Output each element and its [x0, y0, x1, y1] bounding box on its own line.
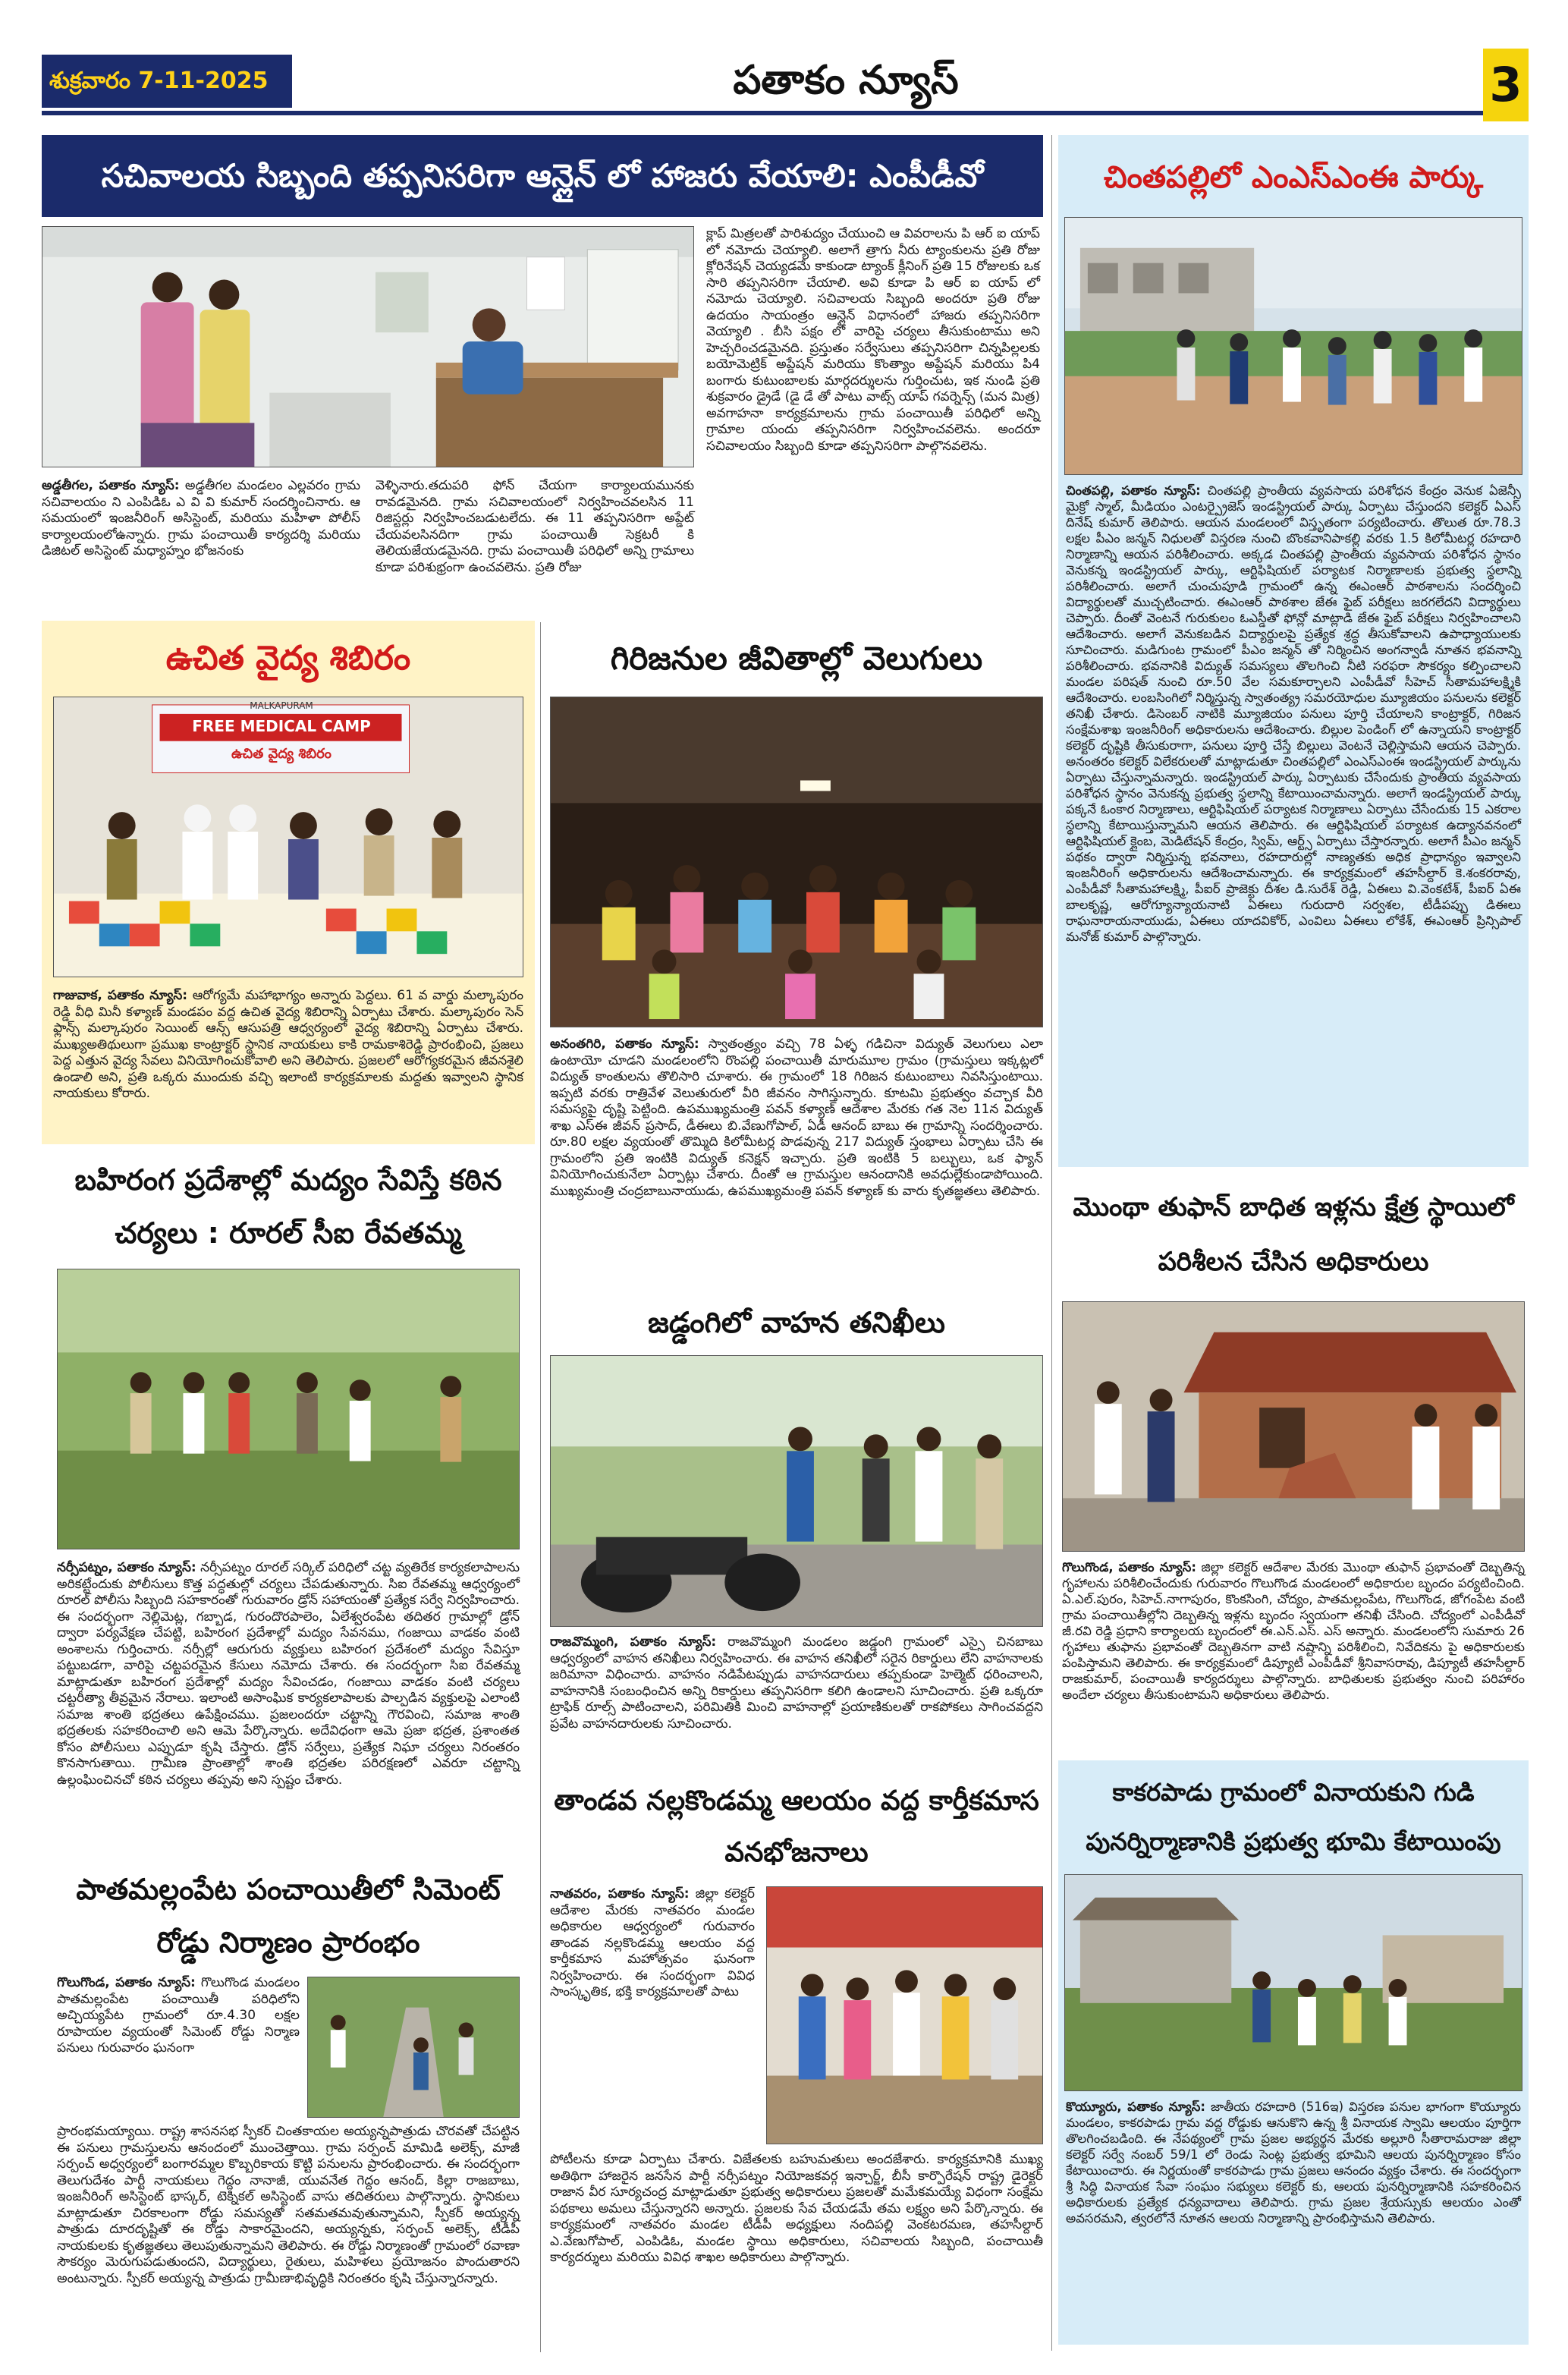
tribal-body-wrap: [550, 1037, 1043, 1296]
road-headline: పాతమల్లంపేట పంచాయితీలో సిమెంట్ రోడ్డు నిర్మాణం ప్రారంభం: [76, 1873, 501, 1959]
vehicle-check-image: [551, 1356, 1042, 1626]
liquor-headline: బహిరంగ ప్రదేశాల్లో మద్యం సేవిస్తే కఠిన చర్యలు : రూరల్ సీఐ రేవతమ్మ: [74, 1163, 502, 1250]
lead-col2: వెళ్ళినారు.తదుపరి ఫోన్ చేయగా కార్యాలయమునకు రావడమైనది. గ్రామ సచివాలయంలో నిర్వహించవలసిన 11 రిజిస్టర్లు నిర్వహించబడుటలేదు. ఈ 11 తప్పనిసరిగా అప్డేట్ చేయవలసినదిగా గ్రామ పంచాయితీ సెక్రటరీ కి తెలియజేయడమైనది. గ్రామ పంచాయితీ పరిధిలో అన్ని గ్రామాలు కూడా పరిశుభ్రంగా ఉంచవలెను. ప్రతి రోజు: [376, 478, 694, 575]
liquor-dateline: నర్సీపట్నం, పతాకం న్యూస్:: [57, 1560, 196, 1575]
karthika-dateline: నాతవరం, పతాకం న్యూస్:: [550, 1886, 690, 1902]
masthead-rule: [42, 111, 1483, 115]
montha-dateline: గొలుగొండ, పతాకం న్యూస్:: [1062, 1560, 1196, 1574]
kakarapadu-body-wrap: [1066, 2099, 1521, 2340]
chintapalli-article: [1058, 135, 1529, 1167]
road-body2: ప్రారంభమయ్యాయి. రాష్ట్ర శాసనసభ స్పీకర్ చింతకాయల అయ్యన్నపాత్రుడు చొరవతో చేపట్టిన ఈ పనులు గ్రామస్తులను ఆనందంలో ముంచెత్తాయి. గ్రామ సర్పంచ్ మామిడి అలెక్స్, మాజీ సర్పంచ్ అధ్వర్యంలో బంగారమ్మల కొబ్బరికాయ కొట్టి పనులను ప్రారంభించారు. ఈ సందర్భంగా తెలుగుదేశం పార్టీ నాయకులు గెద్దం నానాజీ, యువనేత గెద్దం ఆనంద్, కిల్లా రాజబాబు, ఇంజనీరింగ్ అసిస్టెంట్ భాస్కర్, టెక్నికల్ అసిస్టెంట్ వాసు తదితరులు పాల్గొన్నారు. స్థానికులు మాట్లాడుతూ చిరకాలంగా రోడ్డు సమస్యతో సతమతమవుతున్నామని, స్పీకర్ అయ్యన్న పాత్రుడు దూరదృష్టితో ఈ రోడ్డు సాకారమైందని, అయ్యన్నకు, సర్పంచ్ అలెక్స్, టీడీపీ నాయకులకు కృతజ్ఞతలు తెలుపుతున్నామని తెలిపారు. ఈ రోడ్డు నిర్మాణంతో గ్రామంలో రవాణా సౌకర్యం మెరుగుపడుతుందని, విద్యార్థులు, రైతులు, మహిళలు ప్రయోజనం పొందుతారని అంటున్నారు. స్పీకర్ అయ్యన్న పాత్రుడు గ్రామీణాభివృద్ధికి నిరంతరం కృషి చేస్తున్నారన్నారు.: [57, 2124, 520, 2286]
vehicle-headline: జడ్డంగిలో వాహన తనిఖీలు: [648, 1306, 945, 1339]
montha-headline: మొంథా తుఫాన్ బాధిత ఇళ్లను క్షేత్ర స్థాయిలో పరిశీలన చేసిన అధికారులు: [1073, 1192, 1514, 1277]
column-divider: [1051, 135, 1052, 2351]
paper-name: పతాకం న్యూస్: [733, 58, 959, 103]
karthika-headline: తాండవ నల్లకొండమ్మ ఆలయం వద్ద కార్తీకమాస వనభోజనాలు: [554, 1785, 1039, 1868]
road-work-image: [308, 1977, 519, 2117]
medical-body-wrap: [53, 988, 523, 1140]
montha-body: జిల్లా కలెక్టర్ ఆదేశాల మేరకు మొంథా తుఫాన్ ప్రభావంతో దెబ్బతిన్న గృహాలను పరిశీలించేందుకు గురువారం గొలుగొండ మండలంలో అధికారుల బృందం పర్యటించింది. ఏ.ఎల్.పురం, సిహెచ్.నాగాపురం, కొంకసింగి, చోద్యం, పాతమల్లంపేట, గొలుగొండ, జోగంపేట వంటి గ్రామ పంచాయితీల్లోని దెబ్బతిన్న ఇళ్లను బృందం స్వయంగా తనిఖీ చేసింది. చోద్యంలో ఎంపీడీవో జీ.రవి రెడ్డి ప్రధాని కార్యాలయ బృందంలో ఈ.ఎన్.ఎస్. ఎస్ అన్నారు. మండలంలోని సుమారు 26 గృహాలు తుఫాను ప్రభావంతో దెబ్బతినగా వాటి నష్టాన్ని పరిశీలించి, నివేదికను పై అధికారులకు పంపిస్తామని తెలిపారు. ఈ కార్యక్రమంలో డిప్యూటీ ఎంపీడీవో శ్రీనివాసరావు, డిప్యూటీ తహసీల్దార్ రాజకుమార్, పంచాయితీ కార్యదర్శులు పాల్గొన్నారు. బాధితులకు ప్రభుత్వం నుంచి పరిహారం అందేలా చర్యలు తీసుకుంటామని అధికారులు తెలిపారు.: [1062, 1560, 1525, 1702]
medical-banner-sub: ఉచిత వైద్య శిబిరం: [231, 746, 332, 762]
page-number: 3: [1489, 57, 1522, 112]
field-police-image: [58, 1269, 519, 1549]
medical-banner-text: FREE MEDICAL CAMP: [192, 717, 371, 735]
chintapalli-body-wrap: [1066, 483, 1521, 1159]
karthika-body2: పోటీలను కూడా ఏర్పాటు చేశారు. విజేతలకు బహుమతులు అందజేశారు. కార్యక్రమానికి ముఖ్య అతిథిగా హాజరైన జనసేన పార్టీ నర్సీపట్నం నియోజకవర్గ ఇన్చార్జ్, బీసీ కార్పొరేషన్ రాష్ట్ర డైరెక్టర్ రాజాన వీర సూర్యచంద్ర మాట్లాడుతూ ప్రభుత్వ అధికారులు ప్రజలతో మమేకమయ్యే విధంగా సంక్షేమ పథకాలు అమలు చేస్తున్నారని అన్నారు. ప్రజలకు సేవ చేయడమే తమ లక్ష్యం అని పేర్కొన్నారు. ఈ కార్యక్రమంలో నాతవరం మండల టీడీపీ అధ్యక్షులు నందిపల్లి వెంకటరమణ, తహసీల్దార్ ఎ.వేణుగోపాల్, ఎంపిడిఓ, మండల స్థాయి అధికారులు, సచివాలయ సిబ్బంది, పంచాయితీ కార్యదర్శులు మరియు వివిధ శాఖల అధికారులు పాల్గొన్నారు.: [550, 2152, 1043, 2265]
medical-banner-name: MALKAPURAM: [250, 700, 313, 711]
chintapalli-body: చింతపల్లి ప్రాంతీయ వ్యవసాయ పరిశోధన కేంద్రం వెనుక ఏజెన్సీ మైక్రో స్మాల్, మీడియం ఎంటర్ప్రైజెస్ ఇండస్ట్రియల్ పార్కు ఏర్పాటు చేస్తుందని కలెక్టర్ ఏఎస్ దినేష్ కుమార్ తెలిపారు. ఆయన మండలంలో విస్తృతంగా పర్యటించారు. తొలుత రూ.78.3 లక్షల పీఎం జన్మన్ నిధులతో విస్తరణ నుంచి బొంకవానిపాకల్లి వరకు 1.5 కిలోమీటర్ల రహదారి నిర్మాణాన్ని ఆయన పరిశీలించారు. అక్కడ చింతపల్లి ప్రాంతీయ వ్యవసాయ పరిశోధన స్థానం వెనుకన్న ఇండస్ట్రియల్ పార్కు, ఆర్టిఫిషియల్ పర్యాటక నిర్మాణాలకు ప్రభుత్వ స్థలాన్ని పరిశీలించారు. అలాగే చుంచుపూడి గ్రామంలో ఉన్న ఈఎంఆర్ పాఠశాలను సందర్శించి విద్యార్థులతో ముచ్చటించారు. ఈఎంఆర్ పాఠశాల జేఈ ఫైబ్ పరీక్షలు జరగలేదని విద్యార్థులు చెప్పారు. దీంతో వెంటనే గురుకులం ఓఎస్డీతో ఫోన్లో మాట్లాడి జేఈ ఫైబ్ పరీక్షలు నిర్వహించాలని ఆదేశించారు. అలాగే వెనుకబడిన విద్యార్థులపై ప్రత్యేక శ్రద్ధ తీసుకోవాలని ఉపాధ్యాయులకు సూచించారు. మడిగుంట గ్రామంలో పీఎం జన్మన్ తో నిర్మించిన అంగన్వాడీ నూతన భవనాన్ని పరిశీలించారు. భవనానికి విద్యుత్ సమస్యలు తొలగించి నీటి సరఫరా సౌకర్యం కల్పించాలని మండల పరిషత్ నుంచి రూ.50 వేల సమకూర్చాలని ఎంపీడీవో సీహెచ్ సీతామహాలక్ష్మికి ఆదేశించారు. లంబసింగిలో నిర్మిస్తున్న స్వాతంత్య్ర సమరయోధుల మ్యూజియం పనులను కలెక్టర్ తనిఖీ చేశారు. డిసెంబర్ నాటికి మ్యూజియం పనులు పూర్తి చేయాలని కాంట్రాక్టర్, గిరిజన సంక్షేమశాఖ ఇంజనీరింగ్ అధికారులను ఆదేశించారు. బిల్లుల పెండింగ్ లో ఉన్నాయని కాంట్రాక్టర్ కలెక్టర్ దృష్టికి తీసుకురాగా, పనులు పూర్తి చేస్తే బిల్లులు వెంటనే చెల్లిస్తామని ఆయన చెప్పారు. అనంతరం కలెక్టర్ విలేకరులతో మాట్లాడుతూ చింతపల్లిలో ఎంఎస్ఎంఈ ఇండస్ట్రియల్ పార్కును ఏర్పాటు చేస్తున్నామన్నారు. ఇండస్ట్రియల్ పార్కు ఏర్పాటుకు చేసేందుకు ప్రాంతీయ వ్యవసాయ పరిశోధన స్థానం వెనుకన్న ప్రభుత్వ స్థలాన్ని కేటాయించామన్నారు. అలాగే ఇండస్ట్రియల్ పార్కు పక్కనే ఓంకార నిర్మాణాలు, ఆర్టిఫిషియల్ పర్యాటక నిర్మాణాలు ఏర్పాటు చేసేందుకు 15 ఎకరాల స్థలాన్ని కేటాయిస్తున్నామని ఆయన తెలిపారు. ఈ ఆర్టిఫిషియల్ పర్యాటక ఉద్యానవనంలో ఆర్టిఫిషియల్ క్లైంబ, మెడిటేషన్ కేంద్రం, స్విమ్, ఆర్ట్స్ ఏర్పాటు చేస్తారన్నారు. అలాగే పీఎం జన్మన్ పథకం ద్వారా నిర్మిస్తున్న భవనాలు, రహదారుల్లో నాణ్యతకు అధిక ప్రాధాన్యం ఇవ్వాలని ఇంజనీరింగ్ అధికారులను ఆదేశించామన్నారు. ఈ కార్యక్రమంలో తహసీల్దార్ కె.శంకరరావు, ఎంపీడీవో సీతామహాలక్ష్మి, పీఐర్ ప్రాజెక్టు దీశల డి.సురేశ్ రెడ్డి, ఏఈలు వి.వెంకటేశ్, పీఐర్ ఏఈ బాలకృష్ణ, ఆరోగ్యూన్యాయనాటి ఏఈలు గురుదారి సర్వశల, టీడీపప్పు డిఈలు రాఘనారాయనాయుడు, ఏఈలు యాదవికోర్, ఎంవిలు ఏఈలు లోకేశ్, ఈఎంఆర్ ప్రిన్సిపాల్ మనోజ్ కుమార్ పాల్గొన్నారు.: [1066, 483, 1521, 944]
tribal-article: [546, 621, 1047, 1296]
road-photo: [307, 1977, 520, 2118]
medical-photo: [53, 697, 523, 977]
road-body1: గొలుగొండ మండలం పాతమల్లంపేట పంచాయితీ పరిధిలోని అచ్చియ్యపేట గ్రామంలో రూ.4.30 లక్షల రూపాయల వ్యయంతో సిమెంట్ రోడ్డు నిర్మాణ పనులు గురువారం ఘనంగా: [57, 1975, 300, 2056]
lead-col3: క్లాప్ మిత్రలతో పారిశుద్యం చేయుంచి ఆ వివరాలను పి ఆర్ ఐ యాప్ లో నమోదు చెయ్యాలి. అలాగే త్రాగు నీరు ట్యాంకులను ప్రతి రోజు క్లోరినేషన్ చెయ్యడమే కాకుండా ట్యాంక్ క్లీనింగ్ ప్రతి 15 రోజులకు ఒక సారి తప్పనిసరిగా చేయాలి. అవి కూడా పి ఆర్ ఐ యాప్ లో నమోదు చెయ్యాలి. సచివాలయ సిబ్బంది అందరూ ప్రతి రోజు ఉదయం సాయంత్రం ఆన్లైన్ విధానంలో హాజరు తప్పనిసరిగా వెయ్యాలి . బీసి పక్షం లో వారిపై చర్యలు తీసుకుంటాము అని హెచ్చరించడమైనది. ప్రస్తుతం సర్వేసులు తప్పనిసరిగా చిన్నపిల్లలకు బయోమెట్రిక్ అప్డేషన్ మరియు కొంత్యాం అప్డేషన్ మరియు పి4 బంగారు కుటుంబాలకు మార్గదర్శులను గుర్తించుట, ఇక నుండి ప్రతి శుక్రవారం డ్రైడే (డై డే తో పాటు వాట్స్ యాప్ గవర్నెన్స్ (మన మిత్ర) అవగాహనా కార్యక్రమాలను గ్రామ పంచాయితీ పరిధిలో అన్ని గ్రామాల యందు తప్పనిసరిగా నిర్వహించవలెను. అందరూ సచివాలయం సిబ్బంది కూడా తప్పనిసరిగా పాల్గొనవలెను.: [706, 226, 1040, 454]
medical-headline: ఉచిత వైద్య శిబిరం: [165, 639, 411, 678]
karthika-body1-wrap: [550, 1886, 755, 2147]
office-scene-image: [42, 227, 693, 467]
kakarapadu-article: [1058, 1760, 1529, 2345]
lead-col1-wrap: [42, 478, 360, 558]
karthika-event-image: [767, 1887, 1042, 2144]
road-body1-wrap: [57, 1975, 300, 2118]
road-article: [42, 1863, 535, 2348]
lead-headline: సచివాలయ సిబ్బంది తప్పనిసరిగా ఆన్లైన్ లో హాజరు వేయాలి: ఎంపీడీవో: [101, 157, 984, 194]
damaged-house-image: [1063, 1302, 1524, 1551]
montha-photo: [1062, 1301, 1525, 1552]
tribal-headline: గిరిజనుల జీవితాల్లో వెలుగులు: [610, 640, 983, 677]
medical-body: ఆరోగ్యమే మహాభాగ్యం అన్నారు పెద్దలు. 61 వ వార్డు మల్కాపురం రెడ్డి వీధి మినీ కళ్యాణ్ మండపం వద్ద ఉచిత వైద్య శిబిరాన్ని ఏర్పాటు చేశారు. మల్కాపురం సెన్ ఫ్లాన్స్ మల్కాపురం సెయింట్ ఆన్స్ ఆసుపత్రి ఆధ్వర్యంలో వైద్య శిబిరాన్ని ఏర్పాటు చేశారు. ముఖ్యఅతిథులుగా ప్రముఖ కాంట్రాక్టర్ స్థానిక నాయకులు కాకి రామకాశిరెడ్డి ప్రారంభించి, ప్రజలు పెద్ద ఎత్తున వైద్య సేవలు వినియోగించుకోవాలి అని తెలిపారు. ప్రజలలో ఆరోగ్యకరమైన జీవనశైలి ఉండాలి అని, ప్రతి ఒక్కరు ముందుకు వచ్చి ఇలాంటి కార్యక్రమాలకు మద్దతు ఇవ్వాలని స్థానిక నాయకులు కోరారు.: [53, 988, 524, 1101]
karthika-body1: జిల్లా కలెక్టర్ ఆదేశాల మేరకు నాతవరం మండల అధికారుల ఆధ్వర్యంలో గురువారం తాండవ నల్లకొండమ్మ ఆలయం వద్ద కార్తీకమాస మహోత్సవం ఘనంగా నిర్వహించారు. ఈ సందర్భంగా వివిధ సాంస్కృతిక, భక్తి కార్యక్రమాలతో పాటు: [550, 1886, 756, 1999]
site-visit-image: [1065, 218, 1522, 474]
lead-photo: [42, 226, 694, 467]
chintapalli-dateline: చింతపల్లి, పతాకం న్యూస్:: [1066, 483, 1201, 498]
vehicle-body: రాజవొమ్మంగి మండలం జడ్డంగి గ్రామంలో ఎస్సై చినబాబు ఆధ్వర్యంలో వాహన తనిఖీలు నిర్వహించారు. ఈ వాహన తనిఖీలో సరైన రికార్డులు లేని వాహనాలకు జరిమానా విధించారు. వాహనం నడిపేటప్పుడు వాహనదారులు తప్పకుండా హెల్మెట్ ధరించాలని, వాహనానికి సంబంధించిన అన్ని రికార్డులు తప్పనిసరిగా కలిగి ఉండాలని సూచించారు. ప్రతి ఒక్కరూ ట్రాఫిక్ రూల్స్ పాటించాలని, పరిమితికి మించి వాహనాల్లో ప్రయాణికులతో రాకపోకలు సాగించవద్దని ప్రవేట వాహనదారులకు సూచించారు.: [550, 1634, 1043, 1732]
vehicle-body-wrap: [550, 1634, 1043, 1771]
masthead: [42, 49, 1529, 123]
medical-dateline: గాజువాక, పతాకం న్యూస్:: [53, 988, 188, 1003]
tribal-family-image: [551, 697, 1042, 1027]
kakarapadu-photo: [1064, 1874, 1522, 2091]
temple-site-image: [1065, 1875, 1522, 2090]
chintapalli-photo: [1064, 217, 1522, 475]
chintapalli-headline: చింతపల్లిలో ఎంఎస్ఎంఈ పార్కు: [1103, 160, 1484, 195]
vehicle-photo: [550, 1355, 1043, 1627]
tribal-dateline: అనంతగిరి, పతాకం న్యూస్:: [550, 1037, 699, 1052]
lead-dateline: అడ్డతీగల, పతాకం న్యూస్:: [42, 478, 180, 493]
liquor-photo: [57, 1269, 520, 1549]
montha-body-wrap: [1062, 1559, 1525, 1749]
column-divider: [540, 622, 541, 2352]
karthika-photo: [766, 1886, 1043, 2144]
tribal-photo: [550, 697, 1043, 1027]
liquor-body-wrap: [57, 1560, 520, 1861]
road-dateline: గొలుగొండ, పతాకం న్యూస్:: [57, 1975, 196, 1990]
masthead-date: శుక్రవారం 7-11-2025: [49, 68, 269, 94]
tribal-body: స్వాతంత్ర్యం వచ్చి 78 ఏళ్ళ గడిచినా విద్యుత్ వెలుగులు ఎలా ఉంటాయో చూడని మండలంలోని రొంపల్లి పంచాయితీ మారుమూల గ్రామం (గ్రామస్తులు ఇక్కట్లలో విద్యుత్ కాంతులను తొలిసారి చూశారు. ఈ గ్రామంలో 18 గిరిజన కుటుంబాలు నివసిస్తుంటాయి. ఇప్పటి వరకు రాత్రివేళ వెలుతురులో వీరి జీవనం సాగిస్తున్నారు. కూటమి ప్రభుత్వం వచ్చాక వీరి సమస్యపై దృష్టి పెట్టింది. ఉపముఖ్యమంత్రి పవన్ కళ్యాణ్ ఆదేశాల మేరకు గత నెల 11న విద్యుత్ శాఖ ఎస్ఈ జీవన్ ప్రసాద్, డీఈలు బి.వేణుగోపాల్, ఏడీ ఆనంద్ బాబు ఈ గ్రామాన్ని సందర్శించారు. రూ.80 లక్షల వ్యయంతో తొమ్మిది కిలోమీటర్ల పొడవున్న 217 విద్యుత్ స్తంభాలు ఏర్పాటు చేసి ఈ గ్రామంలోని ప్రతి ఇంటికి విద్యుత్ కనెక్షన్ ఇచ్చారు. ప్రతి ఇంటికి 5 బల్బులు, ఒక ఫ్యాన్ వినియోగించుకునేలా ఏర్పాట్లు చేశారు. దీంతో ఆ గ్రామస్తుల ఆనందానికి అవధుల్లేకుండాపోయింది. ముఖ్యమంత్రి చంద్రబాబునాయుడు, ఉపముఖ్యమంత్రి పవన్ కళ్యాణ్ కు వారు కృతజ్ఞతలు తెలిపారు.: [550, 1037, 1043, 1199]
kakarapadu-body: జాతీయ రహదారి (516ఇ) విస్తరణ పనుల భాగంగా కొయ్యూరు మండలం, కాకరపాడు గ్రామ వద్ద రోడ్డుకు ఆనుకొని ఉన్న శ్రీ వినాయక స్వామి ఆలయం పూర్తిగా తొలగించబడింది. ఈ నేపథ్యంలో గ్రామ ప్రజల అభ్యర్థన మేరకు అల్లూరి సీతారామరాజు జిల్లా కలెక్టర్ సర్వే నంబర్ 59/1 లో రెండు సెంట్ల ప్రభుత్వ భూమిని ఆలయ పునర్నిర్మాణం కోసం కేటాయించారు. ఈ నిర్ణయంతో కాకరపాడు గ్రామ ప్రజలు ఆనందం వ్యక్తం చేశారు. ఈ సందర్భంగా శ్రీ సిద్ధి వినాయక సేవా సంఘం సభ్యులు కలెక్టర్ కు, ఆలయ పునర్నిర్మాణానికి సహకరించిన అధికారులకు ప్రత్యేక ధన్యవాదాలు తెలిపారు. గ్రామ ప్రజల శ్రేయస్సుకు ఆలయం ఎంతో అవసరమని, త్వరలోనే నూతన ఆలయ నిర్మాణాన్ని ప్రారంభిస్తామని తెలిపారు.: [1066, 2100, 1521, 2226]
vehicle-dateline: రాజవొమ్మంగి, పతాకం న్యూస్:: [550, 1634, 717, 1650]
vehicle-article: [546, 1298, 1047, 1772]
lead-article: [42, 135, 1043, 575]
medical-article: [42, 621, 535, 1144]
montha-article: [1058, 1180, 1529, 1749]
lead-col1: అడ్డతీగల మండలం ఎల్లవరం గ్రామ సచివాలయం ని ఎంపిడిఓ ఎ వి వి కుమార్ సందర్శించినారు. ఆ సమయంలో ఇంజనీరింగ్ అసిస్టెంట్, మరియు మహిళా పోలీస్ కార్యాలయంలోఉన్నారు. గ్రామ పంచాయితీ కార్యదర్శి మరియు డిజిటల్ అసిస్టెంట్ మధ్యాహ్నం భోజనంకు: [42, 478, 360, 558]
karthika-article: [546, 1776, 1047, 2352]
kakarapadu-dateline: కొయ్యూరు, పతాకం న్యూస్:: [1066, 2100, 1205, 2114]
kakarapadu-headline: కాకరపాడు గ్రామంలో వినాయకుని గుడి పునర్నిర్మాణానికి ప్రభుత్వ భూమి కేటాయింపు: [1086, 1778, 1501, 1856]
liquor-article: [42, 1147, 535, 1861]
liquor-body: నర్సీపట్నం రూరల్ సర్కిల్ పరిధిలో చట్ట వ్యతిరేక కార్యకలాపాలను అరికట్టేందుకు పోలీసులు కొత్త పద్ధతుల్లో చర్యలు చేపడుతున్నారు. సిఐ రేవతమ్మ ఆధ్వర్యంలో రూరల్ పోలీసు సిబ్బంది సహకారంతో గురువారం డ్రోన్ సహాయంతో ప్రత్యేక సర్వే నిర్వహించారు. ఈ సందర్భంగా నెల్లిమెట్ల, గబ్బాడ, గురందొరపాలెం, ఏలేశ్వరంపేట తదితర గ్రామాల్లో డ్రోన్ ద్వారా పర్యవేక్షణ చేపట్టి, బహిరంగ ప్రదేశాల్లో మద్యం సేవనము, గంజాయి వాడకం వంటి అంశాలను గుర్తించారు. నర్సీల్లో ఆరుగురు వ్యక్తులు బహిరంగ ప్రదేశంలో మద్యం సేవిస్తూ పట్టుబడగా, వారిపై చట్టపరమైన కేసులు నమోదు చేశారు. ఈ సందర్భంగా సిఐ రేవతమ్మ మాట్లాడుతూ బహిరంగ ప్రదేశాల్లో మద్యం సేవించడం, గంజాయి వాడకం వంటి చర్యలు చట్టరీత్యా తీవ్రమైన నేరాలు. ఇలాంటి అసాంఘిక కార్యకలాపాలకు పాల్పడిన వ్యక్తులపై ఎలాంటి సమాజ శాంతి భద్రతలు ఉపేక్షించము. ప్రజలందరూ చట్టాన్ని గౌరవించి, సమాజ శాంతి భద్రతలకు సహకరించాలి అని ఆమె పేర్కొన్నారు. అదేవిధంగా ఆమె ప్రజా భద్రత, ప్రశాంతత కోసం పోలీసులు ఎప్పుడూ కృషి చేస్తారు. డ్రోన్ సర్వేలు, ప్రత్యేక నిఘా చర్యలు నిరంతరం కొనసాగుతాయి. గ్రామీణ ప్రాంతాల్లో శాంతి భద్రతల పరిరక్షణలో ఎవరూ చట్టాన్ని ఉల్లంఘించినచో కఠిన చర్యలు తప్పవు అని స్పష్టం చేశారు.: [57, 1560, 520, 1788]
